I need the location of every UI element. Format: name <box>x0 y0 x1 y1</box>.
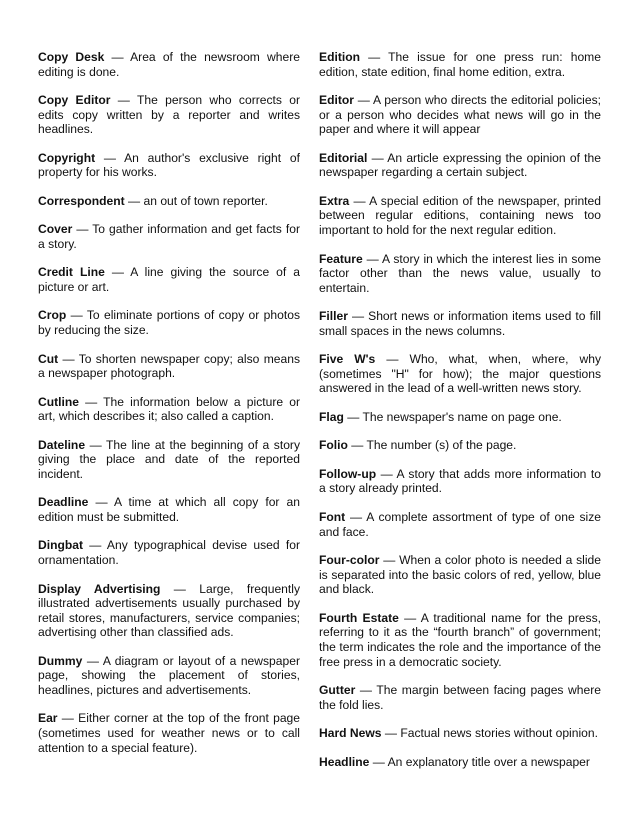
glossary-definition: — A story in which the interest lies in some factor other than the news value, usually to entertain. <box>319 251 601 295</box>
glossary-definition: — The newspaper's name on page one. <box>343 409 562 424</box>
glossary-entry-fourth-estate <box>319 611 601 669</box>
glossary-term: Headline <box>319 754 370 769</box>
glossary-definition: — Either corner at the top of the front page (sometimes used for weather news or to call attention to a special feature). <box>38 711 300 755</box>
glossary-definition: — A story that adds more information to a story already printed. <box>319 466 601 496</box>
glossary-entry-dateline <box>38 438 300 482</box>
glossary-entry-ear <box>38 711 300 755</box>
glossary-definition: — To eliminate portions of copy or photos by reducing the size. <box>38 308 300 338</box>
glossary-term: Copy Editor <box>38 93 111 108</box>
glossary-term: Flag <box>319 409 344 424</box>
glossary-entry-correspondent <box>38 194 300 209</box>
glossary-column-right <box>319 50 601 783</box>
glossary-term: Hard News <box>319 726 382 741</box>
glossary-definition: — an out of town reporter. <box>124 193 268 208</box>
glossary-term: Extra <box>319 193 350 208</box>
glossary-definition: — When a color photo is needed a slide is separated into the basic colors of red, yellow, blue and black. <box>319 553 601 597</box>
glossary-definition: — The issue for one press run: home edition, state edition, final home edition, extra. <box>319 50 601 79</box>
glossary-entry-filler <box>319 309 601 338</box>
glossary-term: Cut <box>38 351 59 366</box>
glossary-entry-dingbat <box>38 538 300 567</box>
glossary-entry-copyright <box>38 151 300 180</box>
glossary-entry-editor <box>319 93 601 137</box>
glossary-term: Gutter <box>319 682 356 697</box>
glossary-term: Copyright <box>38 150 96 165</box>
glossary-term: Copy Desk <box>38 50 105 64</box>
glossary-entry-extra <box>319 194 601 238</box>
glossary-entry-credit-line <box>38 265 300 294</box>
glossary-definition: — Short news or information items used to fill small spaces in the news columns. <box>319 309 601 338</box>
glossary-term: Editor <box>319 93 354 108</box>
glossary-entry-hard-news <box>319 726 601 741</box>
glossary-definition: — To gather information and get facts for a story. <box>38 222 300 251</box>
glossary-entry-editorial <box>319 151 601 180</box>
glossary-term: Feature <box>319 251 363 266</box>
glossary-entry-gutter <box>319 683 601 712</box>
glossary-entry-follow-up <box>319 467 601 496</box>
glossary-definition: — An article expressing the opinion of the newspaper regarding a certain subject. <box>319 150 601 180</box>
glossary-entry-dummy <box>38 654 300 698</box>
glossary-definition: — A person who directs the editorial policies; or a person who decides what news will go in the paper and where it will appear <box>319 93 601 137</box>
glossary-definition: — Large, frequently illustrated advertisements usually purchased by retail stores, manufacturers, service companies; advertising other than classified ads. <box>38 581 300 640</box>
glossary-term: Cover <box>38 222 73 237</box>
glossary-column-left <box>38 50 300 769</box>
glossary-term: Deadline <box>38 495 89 510</box>
glossary-definition: — A complete assortment of type of one size and face. <box>319 509 601 539</box>
glossary-definition: — The number (s) of the page. <box>347 438 517 453</box>
glossary-term: Edition <box>319 50 360 64</box>
glossary-definition: — Area of the newsroom where editing is done. <box>38 50 300 79</box>
glossary-term: Credit Line <box>38 265 105 280</box>
glossary-entry-display-advertising <box>38 582 300 640</box>
glossary-term: Display Advertising <box>38 581 161 596</box>
glossary-definition: — Any typographical devise used for ornamentation. <box>38 538 300 568</box>
glossary-term: Filler <box>319 309 348 324</box>
glossary-entry-cutline <box>38 395 300 424</box>
glossary-definition: — The line at the beginning of a story giving the place and date of the reported incident. <box>38 437 300 481</box>
glossary-term: Follow-up <box>319 466 377 481</box>
glossary-term: Folio <box>319 438 348 453</box>
glossary-entry-four-color <box>319 553 601 597</box>
glossary-entry-edition <box>319 50 601 79</box>
glossary-entry-copy-desk <box>38 50 300 79</box>
glossary-entry-crop <box>38 308 300 337</box>
glossary-term: Fourth Estate <box>319 610 399 625</box>
glossary-entry-feature <box>319 252 601 296</box>
glossary-definition: — The person who corrects or edits copy written by a reporter and writes headlines. <box>38 93 300 137</box>
glossary-entry-deadline <box>38 495 300 524</box>
glossary-entry-folio <box>319 438 601 453</box>
glossary-term: Ear <box>38 711 58 726</box>
glossary-definition: — A diagram or layout of a newspaper page, showing the placement of stories, headlines, pictures and advertisements. <box>38 653 300 697</box>
glossary-entry-cut <box>38 352 300 381</box>
glossary-term: Dummy <box>38 653 83 668</box>
glossary-term: Cutline <box>38 394 79 409</box>
glossary-definition: — A traditional name for the press, referring to it as the “fourth branch” of government; the term indicates the role and the importance of the free press in a democratic society. <box>319 610 601 669</box>
glossary-definition: — An author's exclusive right of property for his works. <box>38 150 300 180</box>
glossary-term: Crop <box>38 308 67 323</box>
glossary-term: Dateline <box>38 437 86 452</box>
glossary-term: Five W's <box>319 352 376 367</box>
glossary-definition: — A special edition of the newspaper, printed between regular editions, containing news too important to hold for the next regular edition. <box>319 193 601 238</box>
glossary-term: Editorial <box>319 150 368 165</box>
glossary-entry-flag <box>319 410 601 425</box>
glossary-definition: — A line giving the source of a picture or art. <box>38 265 300 294</box>
glossary-definition: — To shorten newspaper copy; also means a newspaper photograph. <box>38 351 300 381</box>
glossary-definition: — An explanatory title over a newspaper <box>369 754 590 769</box>
glossary-definition: — The information below a picture or art, which describes it; also called a caption. <box>38 394 300 424</box>
glossary-entry-five-ws <box>319 352 601 396</box>
glossary-term: Font <box>319 509 346 524</box>
glossary-entry-copy-editor <box>38 93 300 137</box>
glossary-definition: — A time at which all copy for an edition must be submitted. <box>38 495 300 524</box>
glossary-definition: — Who, what, when, where, why (sometimes "H" for how); the major questions answered in the lead of a well-written news story. <box>319 352 602 396</box>
glossary-definition: — Factual news stories without opinion. <box>381 726 598 741</box>
glossary-entry-headline <box>319 755 601 770</box>
glossary-entry-cover <box>38 222 300 251</box>
glossary-term: Correspondent <box>38 193 125 208</box>
glossary-term: Four-color <box>319 553 380 568</box>
glossary-definition: — The margin between facing pages where the fold lies. <box>319 682 601 712</box>
glossary-term: Dingbat <box>38 538 84 553</box>
glossary-entry-font <box>319 510 601 539</box>
